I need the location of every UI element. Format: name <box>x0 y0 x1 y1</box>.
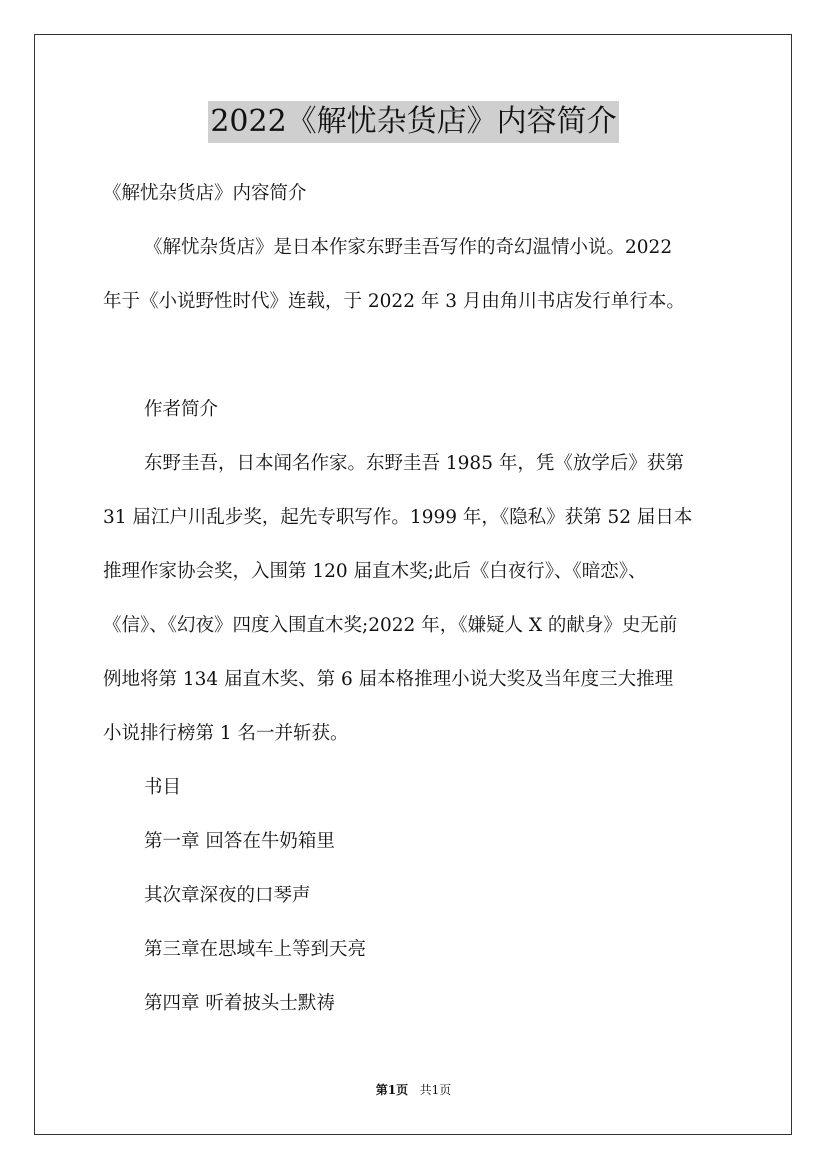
chapter-4: 第四章 听着披头士默祷 <box>144 993 335 1014</box>
title-container <box>0 101 827 143</box>
author-bio-line-6: 小说排行榜第 1 名一并斩获。 <box>103 723 349 744</box>
author-bio-line-2: 31 届江户川乱步奖，起先专职写作。1999 年，《隐私》获第 52 届日本 <box>103 507 693 528</box>
author-bio-line-1: 东野圭吾，日本闻名作家。东野圭吾 1985 年，凭《放学后》获第 <box>144 453 684 474</box>
page-footer <box>0 1082 827 1098</box>
chapter-3: 第三章在思域车上等到天亮 <box>144 939 367 960</box>
total-pages: 共1页 <box>419 1083 452 1097</box>
chapter-1: 第一章 回答在牛奶箱里 <box>144 831 335 852</box>
chapter-2: 其次章深夜的口琴声 <box>144 885 311 906</box>
document-title: 2022《解忧杂货店》内容简介 <box>208 101 618 143</box>
author-bio-line-4: 《信》、《幻夜》四度入围直木奖;2022 年，《嫌疑人 X 的献身》史无前 <box>103 615 678 636</box>
author-bio-line-5: 例地将第 134 届直木奖、第 6 届本格推理小说大奖及当年度三大推理 <box>103 669 674 690</box>
intro-line-2: 年于《小说野性时代》连载，于 2022 年 3 月由角川书店发行单行本。 <box>103 291 685 312</box>
intro-line-1: 《解忧杂货店》是日本作家东野圭吾写作的奇幻温情小说。2022 <box>144 237 673 258</box>
toc-heading: 书目 <box>144 777 182 798</box>
author-heading: 作者简介 <box>144 399 219 420</box>
page-number: 第1页 <box>375 1083 409 1097</box>
author-bio-line-3: 推理作家协会奖，入围第 120 届直木奖;此后《白夜行》、《暗恋》、 <box>103 561 647 582</box>
subtitle: 《解忧杂货店》内容简介 <box>103 183 307 204</box>
